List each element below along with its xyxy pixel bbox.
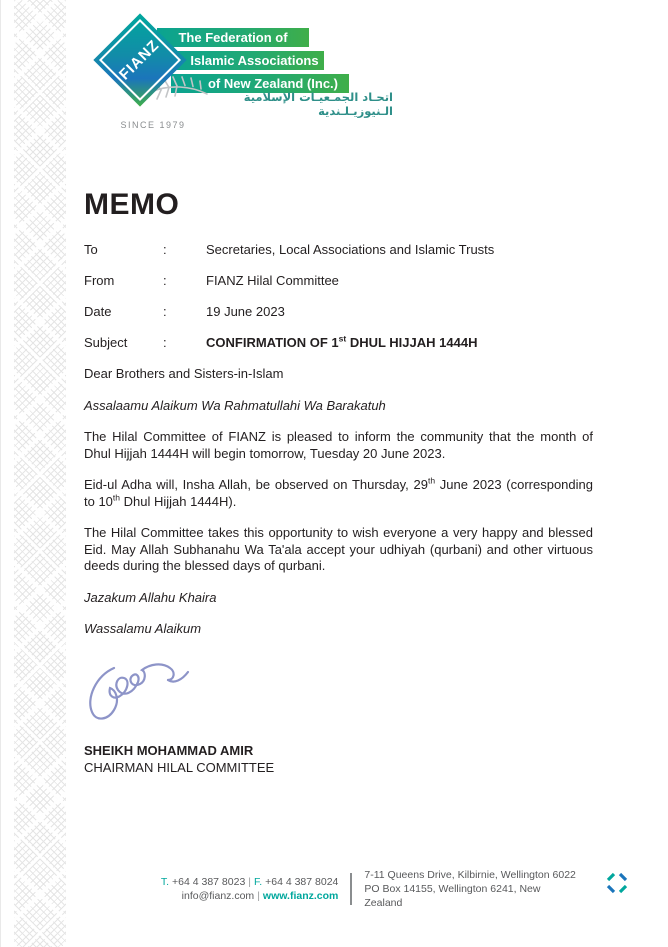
banner-line-1: The Federation of [157, 28, 309, 47]
website-url: www.fianz.com [262, 890, 339, 902]
salutation: Dear Brothers and Sisters-in-Islam [84, 366, 284, 381]
closing-wassalamu: Wassalamu Alaikum [84, 621, 202, 636]
contact-block [116, 875, 338, 903]
field-value-to: Secretaries, Local Associations and Islamic Trusts [206, 242, 495, 257]
memo-body [84, 190, 593, 776]
banner-line-3: of New Zealand (Inc.) [171, 74, 349, 93]
signatory-role: CHAIRMAN HILAL COMMITTEE [84, 759, 275, 775]
field-label-date: Date [84, 304, 112, 319]
field-value-date: 19 June 2023 [206, 304, 285, 319]
field-separator: : [163, 273, 167, 288]
footer-divider [350, 873, 352, 905]
field-row-subject [84, 335, 593, 351]
signatory-name: SHEIKH MOHAMMAD AMIR [84, 742, 254, 758]
field-separator: : [163, 304, 167, 319]
fianz-monogram: FIANZ [116, 36, 164, 84]
fax-number: +64 4 387 8024 [265, 876, 339, 888]
memo-title: MEMO [84, 188, 180, 221]
paragraph-wishes: The Hilal Committee takes this opportunity to wish everyone a very happy and blessed Eid. May Allah Subhanahu Wa Ta'ala accept your udhiyah (qurbani) and other virtuous deeds during the blessed days of qurbani. [84, 525, 593, 573]
field-row-date [84, 304, 593, 320]
field-separator: : [163, 335, 167, 350]
email-address: info@fianz.com [181, 890, 255, 902]
address-line-2: PO Box 14155, Wellington 6241, New Zealand [364, 883, 541, 909]
paragraph-announcement: The Hilal Committee of FIANZ is pleased to inform the community that the month of Dhul Hijjah 1444H will begin tomorrow, Tuesday 20 June 2023. [84, 429, 593, 461]
paragraph-eid-date: Eid-ul Adha will, Insha Allah, be observed on Thursday, 29th June 2023 (corresponding to 10th Dhul Hijjah 1444H). [84, 475, 593, 509]
closing-jazakum: Jazakum Allahu Khaira [84, 589, 217, 605]
tel-number: +64 4 387 8023 [172, 876, 246, 888]
field-label-subject: Subject [84, 335, 128, 350]
banner-line-2: Islamic Associations [167, 51, 324, 70]
field-value-from: FIANZ Hilal Committee [206, 273, 339, 288]
fax-label: F. [254, 876, 263, 888]
islamic-greeting: Assalaamu Alaikum Wa Rahmatullahi Wa Barakatuh [84, 397, 386, 413]
arabic-organization-name: اتحـاد الجمـعيـات الإسلامية الـنيوزيـلـندية [243, 90, 393, 118]
fianz-diamond-mark-icon [604, 870, 630, 896]
field-value-subject: CONFIRMATION OF 1st DHUL HIJJAH 1444H [206, 333, 478, 350]
field-row-to [84, 242, 593, 258]
field-row-from [84, 273, 593, 289]
phone-line: T. +64 4 387 8023 | F. +64 4 387 8024 [160, 876, 339, 888]
tel-label: T. [160, 876, 170, 888]
since-label: SINCE 1979 [120, 120, 186, 130]
field-label-to: To [84, 242, 98, 257]
handwritten-signature [84, 654, 194, 730]
fianz-letterhead [1, 0, 668, 150]
footer-contact-bar [116, 868, 576, 910]
address-line-1: 7-11 Queens Drive, Kilbirnie, Wellington 6022 [364, 869, 576, 881]
field-separator: : [163, 242, 167, 257]
field-label-from: From [84, 273, 115, 288]
address-block [364, 868, 576, 910]
web-line: info@fianz.com | www.fianz.com [181, 890, 339, 902]
